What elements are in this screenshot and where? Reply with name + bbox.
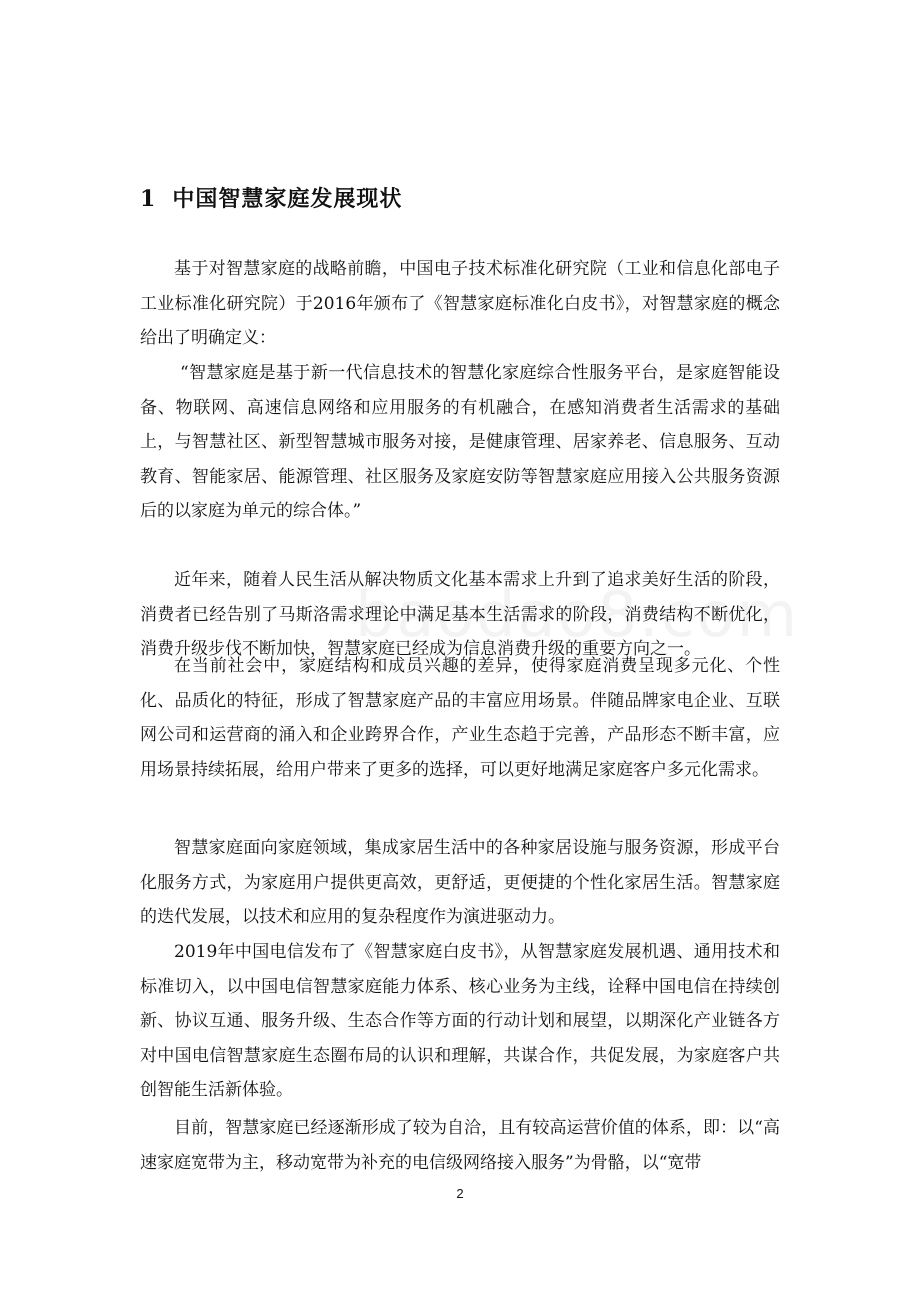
paragraph-recent-years: 近年来，随着人民生活从解决物质文化基本需求上升到了追求美好生活的阶段，消费者已经告别了马斯洛需求理论中满足基本生活需求的阶段，消费结构不断优化，消费升级步伐不断加快，智慧家庭已经成为信息消费升级的重要方向之一。 bbox=[140, 570, 780, 659]
paragraph-intro: 基于对智慧家庭的战略前瞻，中国电子技术标准化研究院（工业和信息化部电子工业标准化研究院）于2016年颁布了《智慧家庭标准化白皮书》，对智慧家庭的概念给出了明确定义： bbox=[140, 259, 780, 348]
page-number: 2 bbox=[456, 1186, 464, 1201]
section-heading bbox=[140, 182, 402, 213]
watermark bbox=[355, 578, 799, 651]
paragraph-current-system: 目前，智慧家庭已经逐渐形成了较为自洽，且有较高运营价值的体系，即：以“高速家庭宽带为主，移动宽带为补充的电信级网络接入服务”为骨骼，以“宽带 bbox=[140, 1118, 780, 1173]
paragraph-china-telecom-2019: 2019年中国电信发布了《智慧家庭白皮书》，从智慧家庭发展机遇、通用技术和标准切入，以中国电信智慧家庭能力体系、核心业务为主线，诠释中国电信在持续创新、协议互通、服务升级、生态合作等方面的行动计划和展望，以期深化产业链各方对中国电信智慧家庭生态圈布局的认识和理解，共谋合作，共促发展，为家庭客户共创智能生活新体验。 bbox=[140, 942, 780, 1100]
paragraph-smart-home-domain: 智慧家庭面向家庭领域，集成家居生活中的各种家居设施与服务资源，形成平台化服务方式，为家庭用户提供更高效，更舒适，更便捷的个性化家居生活。智慧家庭的迭代发展，以技术和应用的复杂程度作为演进驱动力。 bbox=[140, 838, 780, 927]
section-title: 中国智慧家庭发展现状 bbox=[172, 186, 403, 212]
section-number: 1 bbox=[140, 186, 157, 212]
paragraph-current-society: 在当前社会中，家庭结构和成员兴趣的差异，使得家庭消费呈现多元化、个性化、品质化的特征，形成了智慧家庭产品的丰富应用场景。伴随品牌家电企业、互联网公司和运营商的涌入和企业跨界合作，产业生态趋于完善，产品形态不断丰富，应用场景持续拓展，给用户带来了更多的选择，可以更好地满足家庭客户多元化需求。 bbox=[140, 656, 780, 780]
paragraph-definition-quote: “智慧家庭是基于新一代信息技术的智慧化家庭综合性服务平台，是家庭智能设备、物联网、高速信息网络和应用服务的有机融合，在感知消费者生活需求的基础上，与智慧社区、新型智慧城市服务对接，是健康管理、居家养老、信息服务、互动教育、智能家居、能源管理、社区服务及家庭安防等智慧家庭应用接入公共服务资源后的以家庭为单元的综合体。” bbox=[140, 363, 780, 521]
